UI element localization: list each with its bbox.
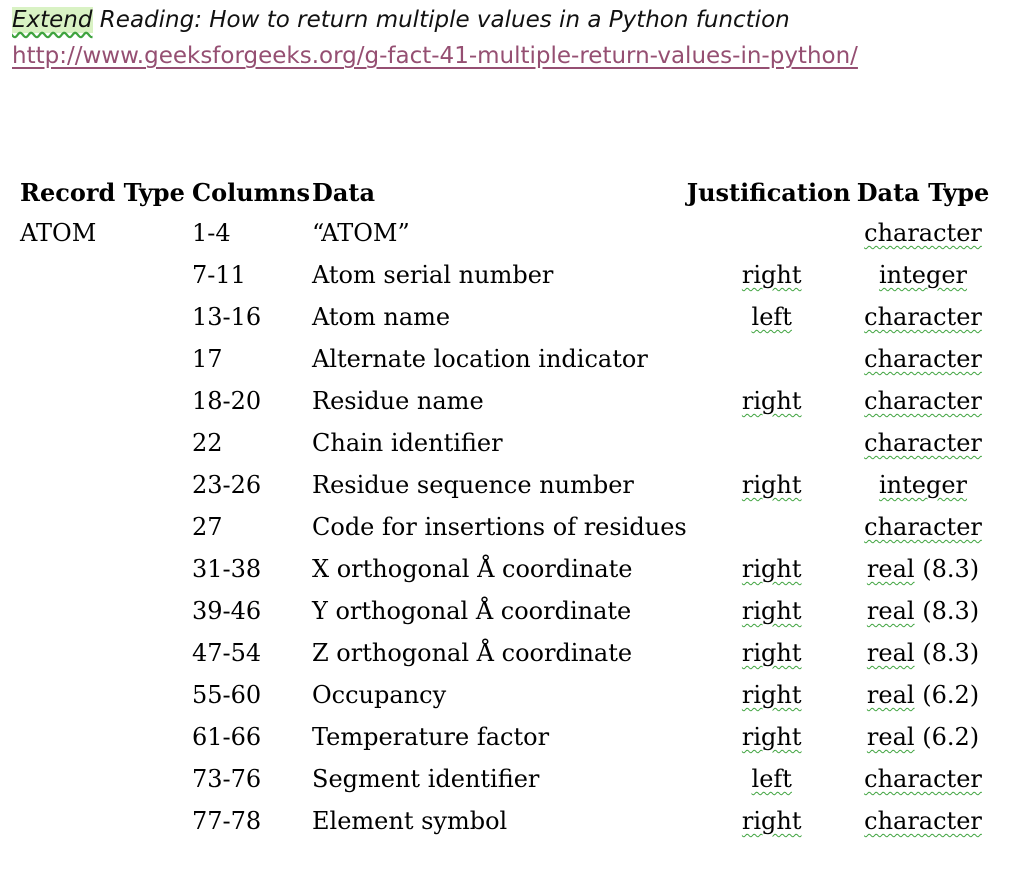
justification-text: left xyxy=(751,765,792,793)
justification-text: right xyxy=(741,387,802,415)
table-row xyxy=(20,716,989,758)
cell-columns: 18-20 xyxy=(192,387,262,415)
table-row xyxy=(20,296,989,338)
cell-data-type xyxy=(857,758,990,800)
data-type-suffix: (8.3) xyxy=(914,639,980,667)
data-type-word: character xyxy=(864,765,982,793)
cell-data: Atom name xyxy=(312,303,451,331)
cell-record-type xyxy=(20,590,192,632)
table-row xyxy=(20,674,989,716)
header-record-type: Record Type xyxy=(20,177,185,207)
cell-record-type xyxy=(20,380,192,422)
cell-data: Chain identifier xyxy=(312,429,503,457)
cell-record-type xyxy=(20,632,192,674)
justification-text: right xyxy=(741,471,802,499)
cell-justification xyxy=(687,422,857,464)
cell-justification xyxy=(687,674,857,716)
cell-data: Residue name xyxy=(312,387,484,415)
extend-reading-heading xyxy=(12,4,790,36)
cell-record-type xyxy=(20,506,192,548)
cell-columns: 47-54 xyxy=(192,639,262,667)
data-type-word: real xyxy=(866,723,915,751)
data-type-suffix: (6.2) xyxy=(914,681,980,709)
cell-columns: 61-66 xyxy=(192,723,262,751)
cell-justification xyxy=(687,716,857,758)
table-row xyxy=(20,506,989,548)
cell-data: “ATOM” xyxy=(312,219,410,247)
cell-data: Residue sequence number xyxy=(312,471,634,499)
cell-justification xyxy=(687,548,857,590)
table-row xyxy=(20,590,989,632)
cell-record-type xyxy=(20,296,192,338)
cell-columns: 13-16 xyxy=(192,303,262,331)
cell-columns: 22 xyxy=(192,429,223,457)
cell-justification xyxy=(687,296,857,338)
justification-text: right xyxy=(741,555,802,583)
data-type-word: character xyxy=(864,513,982,541)
cell-columns: 31-38 xyxy=(192,555,262,583)
cell-data-type xyxy=(857,800,990,842)
cell-data: Occupancy xyxy=(312,681,447,709)
table-header-row xyxy=(20,172,989,212)
table-row xyxy=(20,380,989,422)
data-type-word: integer xyxy=(878,471,968,499)
justification-text: right xyxy=(741,807,802,835)
justification-text: right xyxy=(741,597,802,625)
cell-justification xyxy=(687,632,857,674)
cell-data: Z orthogonal Å coordinate xyxy=(312,639,633,667)
cell-data-type xyxy=(857,422,990,464)
cell-data-type xyxy=(857,212,990,254)
table-row xyxy=(20,254,989,296)
cell-columns: 39-46 xyxy=(192,597,262,625)
cell-justification xyxy=(687,254,857,296)
cell-record-type: ATOM xyxy=(20,219,97,247)
cell-justification xyxy=(687,380,857,422)
cell-data-type xyxy=(857,254,990,296)
justification-text: right xyxy=(741,681,802,709)
cell-data-type xyxy=(857,506,990,548)
data-type-word: real xyxy=(866,555,915,583)
cell-columns: 77-78 xyxy=(192,807,262,835)
data-type-word: integer xyxy=(878,261,968,289)
table-row xyxy=(20,548,989,590)
cell-justification xyxy=(687,800,857,842)
cell-data-type xyxy=(857,296,990,338)
cell-data: Atom serial number xyxy=(312,261,554,289)
header-data-type: Data Type xyxy=(856,177,990,207)
cell-justification xyxy=(687,338,857,380)
data-type-word: character xyxy=(864,807,982,835)
data-type-word: character xyxy=(864,387,982,415)
table-row xyxy=(20,800,989,842)
cell-justification xyxy=(687,212,857,254)
table-body xyxy=(20,212,989,842)
cell-record-type xyxy=(20,464,192,506)
cell-record-type xyxy=(20,800,192,842)
cell-columns: 73-76 xyxy=(192,765,262,793)
header-data: Data xyxy=(312,177,375,207)
justification-text: right xyxy=(741,639,802,667)
cell-record-type xyxy=(20,338,192,380)
data-type-word: character xyxy=(864,429,982,457)
cell-columns: 1-4 xyxy=(192,219,231,247)
cell-record-type xyxy=(20,716,192,758)
cell-justification xyxy=(687,464,857,506)
justification-text: left xyxy=(751,303,792,331)
cell-justification xyxy=(687,506,857,548)
header-columns: Columns xyxy=(192,177,311,207)
cell-columns: 55-60 xyxy=(192,681,262,709)
heading-first-word: Extend xyxy=(12,7,93,33)
cell-record-type xyxy=(20,422,192,464)
cell-data-type xyxy=(857,548,990,590)
cell-data-type xyxy=(857,590,990,632)
table-row xyxy=(20,632,989,674)
cell-record-type xyxy=(20,254,192,296)
cell-data: Y orthogonal Å coordinate xyxy=(312,597,632,625)
justification-text: right xyxy=(741,261,802,289)
data-type-suffix: (6.2) xyxy=(914,723,980,751)
pdb-atom-format-table xyxy=(20,172,989,842)
data-type-word: real xyxy=(866,639,915,667)
cell-data: Element symbol xyxy=(312,807,508,835)
cell-record-type xyxy=(20,548,192,590)
data-type-word: character xyxy=(864,303,982,331)
table-row xyxy=(20,422,989,464)
header-justification: Justification xyxy=(686,177,851,207)
table-row xyxy=(20,338,989,380)
cell-data-type xyxy=(857,380,990,422)
cell-data-type xyxy=(857,338,990,380)
table-row xyxy=(20,464,989,506)
reference-link[interactable]: http://www.geeksforgeeks.org/g-fact-41-multiple-return-values-in-python/ xyxy=(12,43,858,69)
cell-columns: 7-11 xyxy=(192,261,246,289)
cell-data: Temperature factor xyxy=(312,723,550,751)
data-type-word: real xyxy=(866,597,915,625)
cell-justification xyxy=(687,758,857,800)
cell-columns: 17 xyxy=(192,345,223,373)
data-type-word: real xyxy=(866,681,915,709)
cell-record-type xyxy=(20,674,192,716)
data-type-suffix: (8.3) xyxy=(914,555,980,583)
cell-data: Code for insertions of residues xyxy=(312,513,687,541)
cell-record-type xyxy=(20,758,192,800)
table-row xyxy=(20,212,989,254)
data-type-word: character xyxy=(864,219,982,247)
cell-justification xyxy=(687,590,857,632)
cell-columns: 27 xyxy=(192,513,223,541)
cell-columns: 23-26 xyxy=(192,471,262,499)
cell-data: Alternate location indicator xyxy=(312,345,648,373)
heading-rest: Reading: How to return multiple values in a Python function xyxy=(92,7,790,33)
table-row xyxy=(20,758,989,800)
justification-text: right xyxy=(741,723,802,751)
data-type-word: character xyxy=(864,345,982,373)
cell-data: Segment identifier xyxy=(312,765,540,793)
cell-data-type xyxy=(857,716,990,758)
cell-data-type xyxy=(857,464,990,506)
cell-data-type xyxy=(857,632,990,674)
data-type-suffix: (8.3) xyxy=(914,597,980,625)
cell-data: X orthogonal Å coordinate xyxy=(312,555,633,583)
cell-data-type xyxy=(857,674,990,716)
